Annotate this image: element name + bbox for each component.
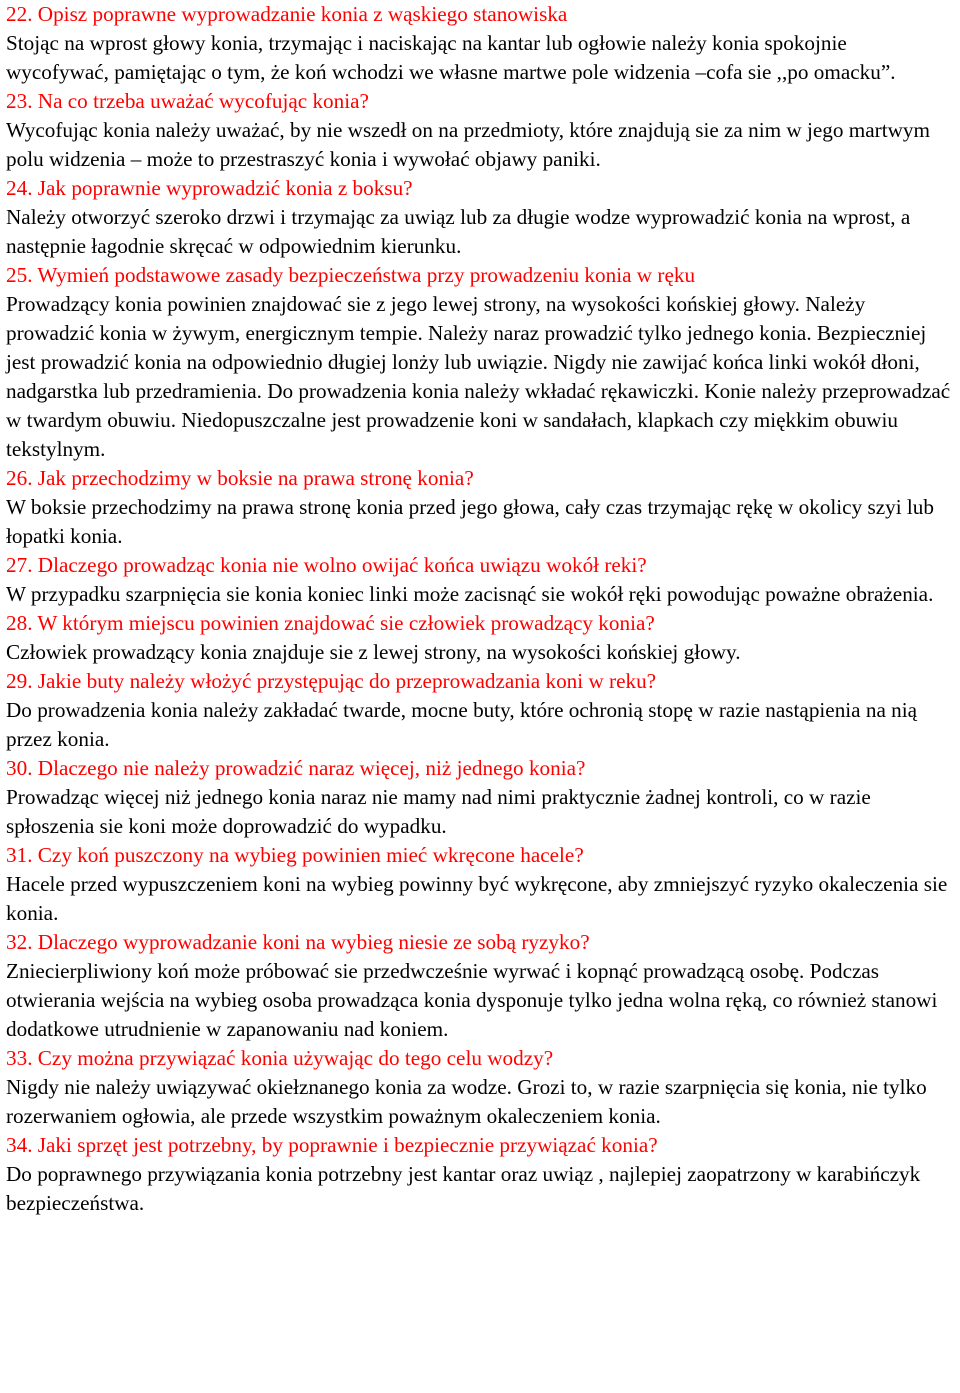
answer-34: Do poprawnego przywiązania konia potrzebny jest kantar oraz uwiąz , najlepiej zaopatrzony w karabińczyk bezpieczeństwa. [6, 1162, 921, 1215]
question-25: 25. Wymień podstawowe zasady bezpieczeństwa przy prowadzeniu konia w ręku [6, 263, 696, 287]
question-27: 27. Dlaczego prowadząc konia nie wolno owijać końca uwiązu wokół reki? [6, 553, 647, 577]
answer-31: Hacele przed wypuszczeniem koni na wybieg powinny być wykręcone, aby zmniejszyć ryzyko okaleczenia sie konia. [6, 872, 948, 925]
answer-26: W boksie przechodzimy na prawa stronę konia przed jego głowa, cały czas trzymając rękę w okolicy szyi lub łopatki konia. [6, 495, 934, 548]
question-31: 31. Czy koń puszczony na wybieg powinien mieć wkręcone hacele? [6, 843, 584, 867]
question-23: 23. Na co trzeba uważać wycofując konia? [6, 89, 369, 113]
answer-32: Zniecierpliwiony koń może próbować sie przedwcześnie wyrwać i kopnąć prowadzącą osobę. Podczas otwierania wejścia na wybieg osoba prowadząca konia dysponuje tylko jedna wolna ręką, co również stanowi dodatkowe utrudnienie w zapanowaniu nad koniem. [6, 959, 938, 1041]
answer-28: Człowiek prowadzący konia znajduje sie z lewej strony, na wysokości końskiej głowy. [6, 640, 741, 664]
answer-27: W przypadku szarpnięcia sie konia koniec linki może zacisnąć sie wokół ręki powodując poważne obrażenia. [6, 582, 934, 606]
answer-29: Do prowadzenia konia należy zakładać twarde, mocne buty, które ochronią stopę w razie nastąpienia na nią przez konia. [6, 698, 918, 751]
question-28: 28. W którym miejscu powinien znajdować sie człowiek prowadzący konia? [6, 611, 655, 635]
question-30: 30. Dlaczego nie należy prowadzić naraz więcej, niż jednego konia? [6, 756, 586, 780]
question-22: 22. Opisz poprawne wyprowadzanie konia z wąskiego stanowiska [6, 2, 568, 26]
question-32: 32. Dlaczego wyprowadzanie koni na wybieg niesie ze sobą ryzyko? [6, 930, 590, 954]
question-33: 33. Czy można przywiązać konia używając do tego celu wodzy? [6, 1046, 554, 1070]
answer-22: Stojąc na wprost głowy konia, trzymając i naciskając na kantar lub ogłowie należy konia spokojnie wycofywać, pamiętając o tym, że koń wchodzi we własne martwe pole widzenia –cofa sie ,,po omacku”. [6, 31, 896, 84]
question-26: 26. Jak przechodzimy w boksie na prawa stronę konia? [6, 466, 474, 490]
answer-30: Prowadząc więcej niż jednego konia naraz nie mamy nad nimi praktycznie żadnej kontroli, co w razie spłoszenia sie koni może doprowadzić do wypadku. [6, 785, 871, 838]
answer-33: Nigdy nie należy uwiązywać okiełznanego konia za wodze. Grozi to, w razie szarpnięcia się konia, nie tylko rozerwaniem ogłowia, ale przede wszystkim poważnym okaleczeniem konia. [6, 1075, 927, 1128]
answer-23: Wycofując konia należy uważać, by nie wszedł on na przedmioty, które znajdują sie za nim w jego martwym polu widzenia – może to przestraszyć konia i wywołać objawy paniki. [6, 118, 930, 171]
answer-24: Należy otworzyć szeroko drzwi i trzymając za uwiąz lub za długie wodze wyprowadzić konia na wprost, a następnie łagodnie skręcać w odpowiednim kierunku. [6, 205, 911, 258]
answer-25: Prowadzący konia powinien znajdować sie z jego lewej strony, na wysokości końskiej głowy. Należy prowadzić konia w żywym, energicznym tempie. Należy naraz prowadzić tylko jednego konia. Bezpieczniej jest prowadzić konia na odpowiednio długiej lonży lub uwiązie. Nigdy nie zawijać końca linki wokół dłoni, nadgarstka lub przedramienia. Do prowadzenia konia należy wkładać rękawiczki. Konie należy przeprowadzać w twardym obuwiu. Niedopuszczalne jest prowadzenie koni w sandałach, klapkach czy miękkim obuwiu tekstylnym. [6, 292, 951, 461]
question-29: 29. Jakie buty należy włożyć przystępując do przeprowadzania koni w reku? [6, 669, 657, 693]
question-24: 24. Jak poprawnie wyprowadzić konia z boksu? [6, 176, 413, 200]
question-34: 34. Jaki sprzęt jest potrzebny, by poprawnie i bezpiecznie przywiązać konia? [6, 1133, 658, 1157]
